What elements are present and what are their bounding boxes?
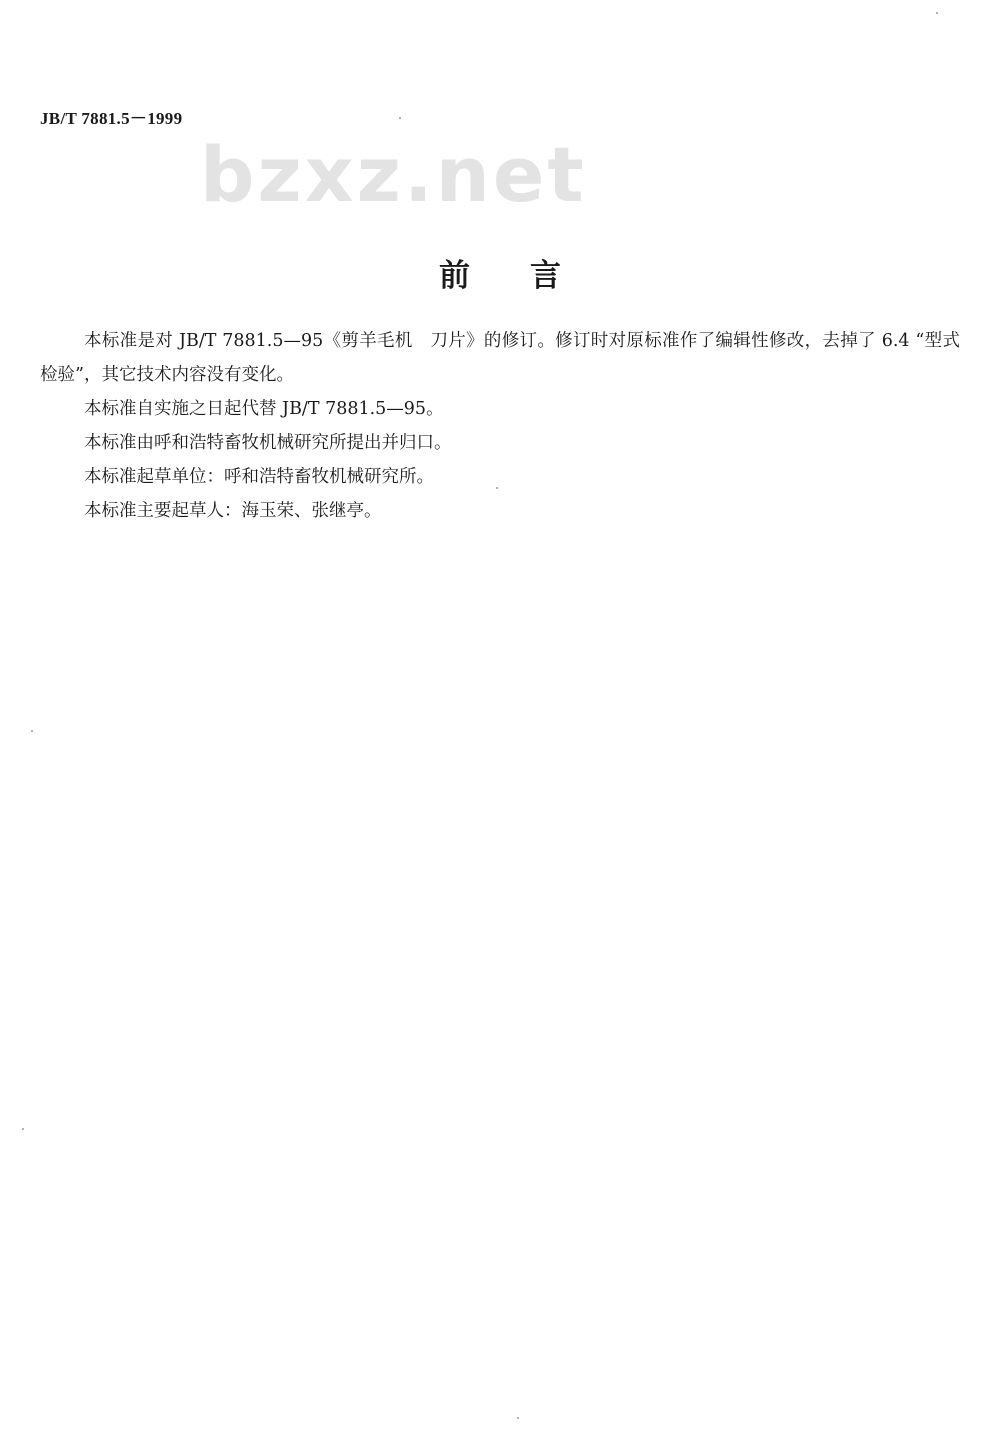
scan-speck [936,12,938,14]
foreword-body [40,324,960,528]
page-title: 前言 [439,258,621,294]
paragraph: 本标准由呼和浩特畜牧机械研究所提出并归口。 [84,433,452,453]
paragraph: 本标准起草单位：呼和浩特畜牧机械研究所。 [84,467,434,487]
scan-speck [399,117,401,119]
scan-speck [22,1128,24,1130]
scan-speck [496,487,498,489]
standard-code-header: JB/T 7881.5－1999 [40,109,183,128]
paragraph: 本标准自实施之日起代替 JB/T 7881.5—95。 [84,399,444,419]
watermark: bzxz.net [200,130,587,219]
scan-speck [517,1417,519,1419]
paragraph: 本标准是对 JB/T 7881.5—95《剪羊毛机 刀片》的修订。修订时对原标准作了编辑性修改，去掉了 6.4 “型式检验”，其它技术内容没有变化。 [40,331,960,385]
paragraph: 本标准主要起草人：海玉荣、张继亭。 [84,501,382,521]
scan-speck [31,730,33,732]
